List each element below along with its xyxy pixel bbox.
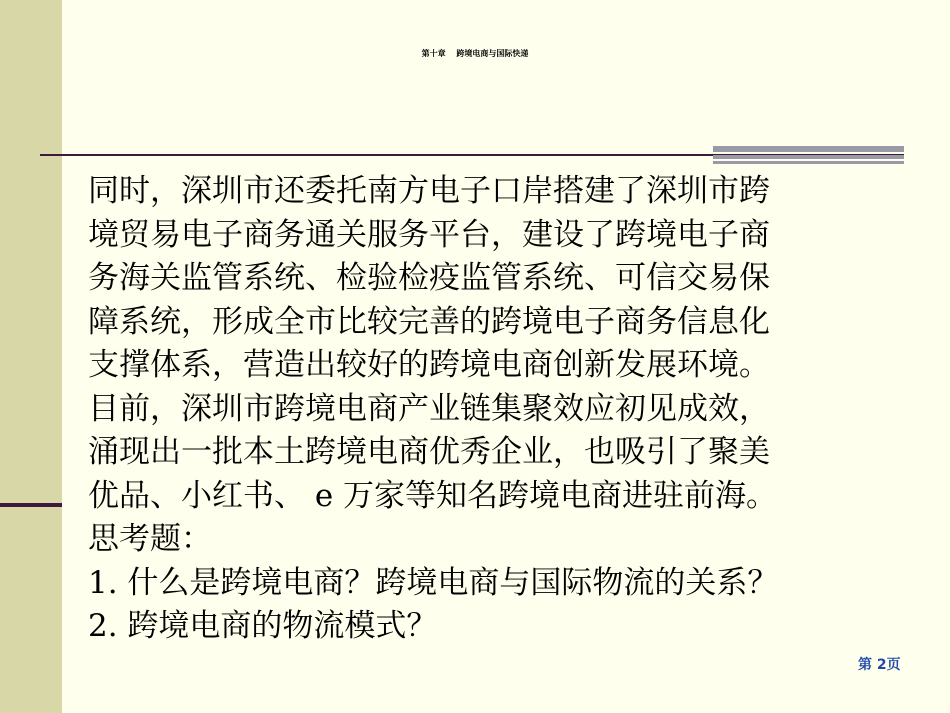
question-heading: 思考题： — [88, 521, 212, 557]
text-line: 同时，深圳市还委托南方电子口岸搭建了深圳市跨 — [88, 173, 770, 209]
decorative-bars — [713, 146, 904, 164]
chapter-header: 第十章 跨境电商与国际快递 — [421, 49, 529, 58]
text-line: 障系统，形成全市比较完善的跨境电子商务信息化 — [88, 303, 770, 340]
side-divider-line — [0, 503, 62, 507]
decorative-bar — [713, 161, 904, 164]
text-line: 支撑体系，营造出较好的跨境电商创新发展环境。 — [88, 347, 770, 383]
page-number: 第 2页 — [858, 657, 901, 673]
text-line: 务海关监管系统、检验检疫监管系统、可信交易保 — [88, 260, 770, 296]
question-item: 1. 什么是跨境电商？跨境电商与国际物流的关系？ — [88, 564, 779, 601]
side-panel — [0, 0, 62, 713]
text-line: 境贸易电子商务通关服务平台，建设了跨境电子商 — [88, 216, 770, 253]
text-line: 优品、小红书、 e 万家等知名跨境电商进驻前海。 — [88, 477, 778, 514]
question-item: 2. 跨境电商的物流模式？ — [88, 608, 438, 644]
slide-body-text — [88, 170, 908, 649]
text-line: 涌现出一批本土跨境电商优秀企业，也吸引了聚美 — [88, 434, 770, 470]
decorative-bar — [713, 146, 904, 152]
decorative-bar — [713, 155, 904, 159]
text-line: 目前，深圳市跨境电商产业链集聚效应初见成效， — [88, 390, 770, 427]
